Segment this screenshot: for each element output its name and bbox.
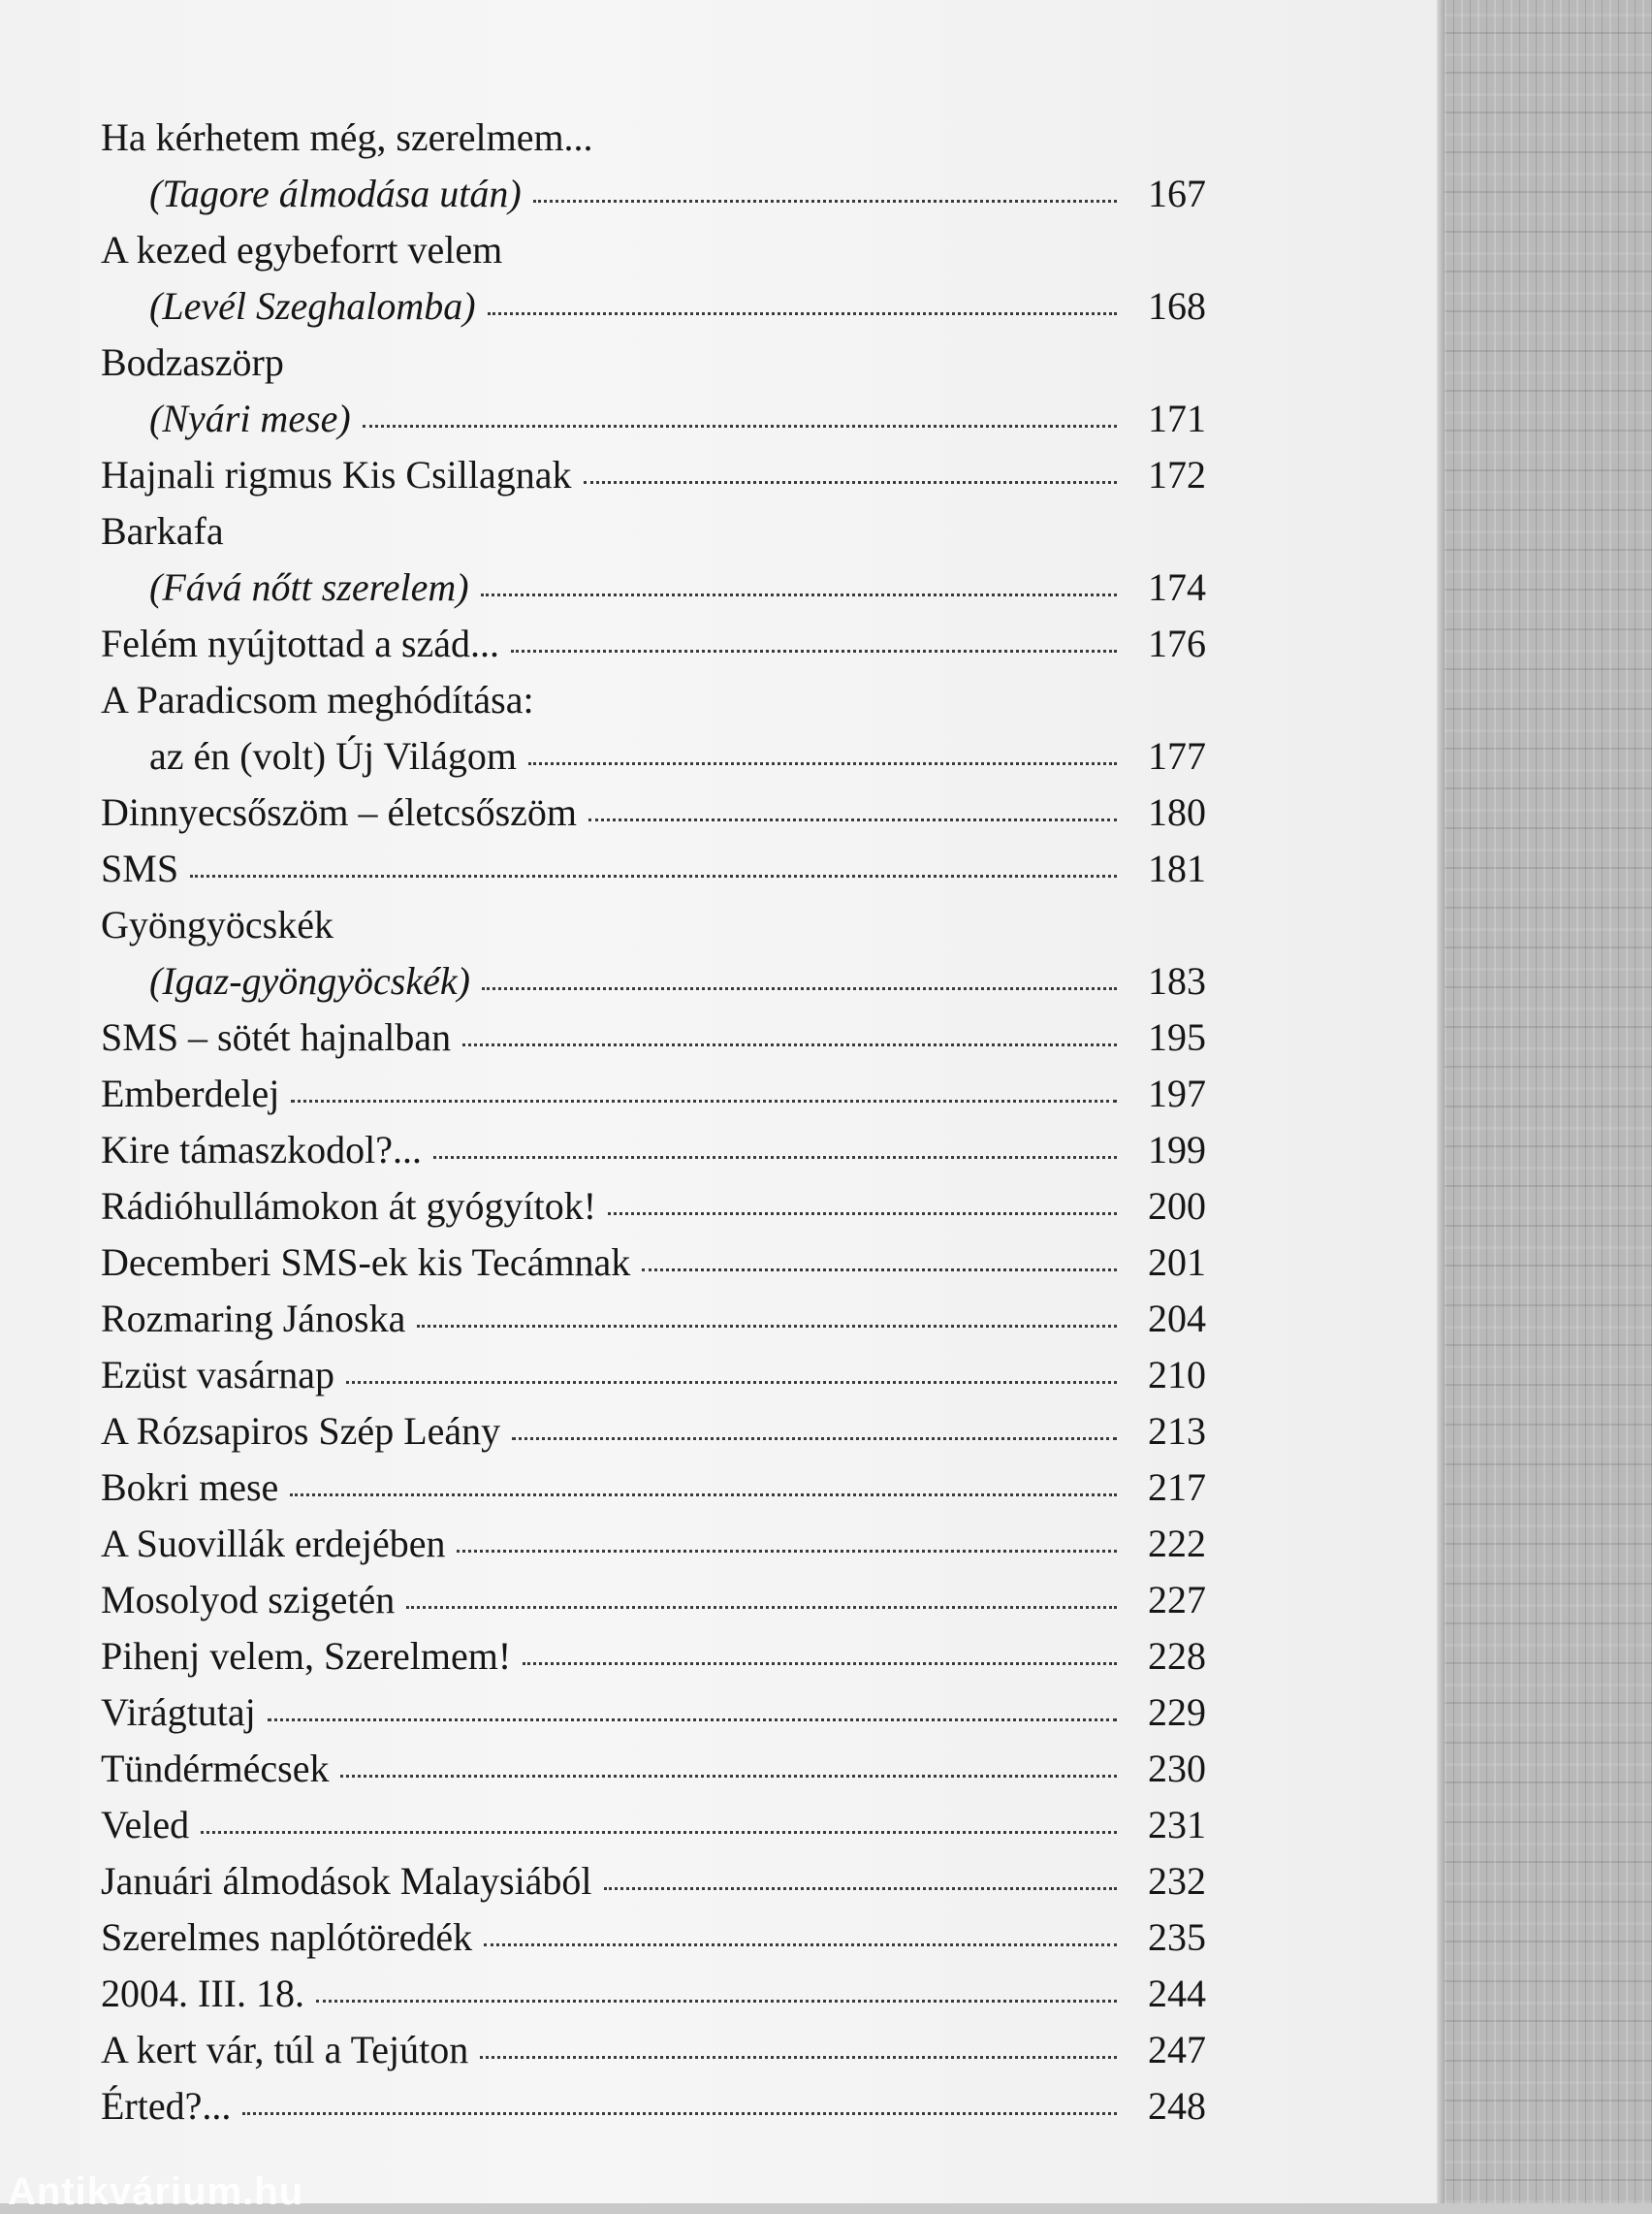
dot-leader [482, 987, 1117, 990]
toc-entry-title: Veled [101, 1803, 190, 1846]
toc-entry-title: SMS – sötét hajnalban [101, 1015, 452, 1059]
dot-leader [480, 2056, 1117, 2059]
toc-page-number: 217 [1148, 1465, 1206, 1509]
toc-entry-title: (Fává nőtt szerelem) [149, 565, 469, 609]
toc-page-number: 171 [1148, 397, 1206, 440]
toc-entry-title: (Igaz-gyöngyöcskék) [149, 959, 470, 1003]
dot-leader [433, 1156, 1117, 1159]
toc-entry-title: A Rózsapiros Szép Leány [101, 1409, 501, 1453]
toc-entry [101, 1858, 1206, 1914]
toc-entry [101, 339, 1206, 396]
dot-leader [523, 1662, 1117, 1665]
toc-page-number: 244 [1148, 1972, 1206, 2015]
toc-entry [101, 1802, 1206, 1858]
dot-leader [268, 1718, 1117, 1721]
dot-leader [346, 1381, 1117, 1384]
toc-page-number: 183 [1148, 959, 1206, 1003]
toc-entry-title: Dinnyecsőszöm – életcsőszöm [101, 790, 577, 834]
toc-entry [101, 396, 1206, 452]
dot-leader [290, 1493, 1117, 1496]
toc-entry-title: Érted?... [101, 2084, 232, 2128]
dot-leader [511, 650, 1117, 653]
toc-entry-title: Rádióhullámokon át gyógyítok! [101, 1184, 597, 1228]
toc-entry [101, 1071, 1206, 1127]
toc-entry [101, 1464, 1206, 1521]
toc-entry-title: (Nyári mese) [149, 397, 351, 440]
toc-entry [101, 1127, 1206, 1183]
toc-entry [101, 1689, 1206, 1746]
toc-entry [101, 1521, 1206, 1577]
toc-page-number: 172 [1148, 453, 1206, 497]
dot-leader [363, 425, 1117, 428]
toc-entry-title: Emberdelej [101, 1072, 280, 1115]
toc-entry-title: Bokri mese [101, 1465, 279, 1509]
toc-page-number: 247 [1148, 2028, 1206, 2071]
toc-page-number: 174 [1148, 565, 1206, 609]
toc-entry [101, 171, 1206, 227]
dot-leader [462, 1043, 1117, 1046]
toc-entry-title: Barkafa [101, 509, 224, 553]
toc-entry-title: Decemberi SMS-ek kis Tecámnak [101, 1240, 631, 1284]
toc-entry [101, 789, 1206, 846]
dot-leader [457, 1550, 1117, 1553]
toc-entry [101, 1296, 1206, 1352]
dot-leader [584, 481, 1117, 484]
toc-entry-title: Hajnali rigmus Kis Csillagnak [101, 453, 572, 497]
toc-entry [101, 564, 1206, 621]
toc-entry-title: Januári álmodások Malaysiából [101, 1859, 592, 1903]
toc-page-number: 227 [1148, 1578, 1206, 1621]
toc-entry [101, 1914, 1206, 1971]
toc-entry-title: A Paradicsom meghódítása: [101, 678, 534, 722]
toc-entry [101, 958, 1206, 1014]
dot-leader [642, 1268, 1117, 1271]
toc-page-number: 201 [1148, 1240, 1206, 1284]
dot-leader [533, 200, 1117, 203]
toc-entry [101, 733, 1206, 789]
toc-page-number: 176 [1148, 622, 1206, 665]
dot-leader [316, 2000, 1117, 2003]
toc-entry [101, 1183, 1206, 1239]
watermark: Antikvárium.hu [8, 2170, 304, 2213]
toc-page-number: 235 [1148, 1915, 1206, 1959]
toc-page-number: 177 [1148, 734, 1206, 778]
toc-page-number: 232 [1148, 1859, 1206, 1903]
toc-entry-title: Szerelmes naplótöredék [101, 1915, 473, 1959]
dot-leader [406, 1606, 1117, 1609]
toc-entry [101, 452, 1206, 508]
toc-page-number: 197 [1148, 1072, 1206, 1115]
toc-page-number: 248 [1148, 2084, 1206, 2128]
toc-page-number: 213 [1148, 1409, 1206, 1453]
toc-entry [101, 1577, 1206, 1633]
toc-entry-title: Rozmaring Jánoska [101, 1297, 406, 1340]
dot-leader [291, 1100, 1117, 1103]
toc-page-number: 222 [1148, 1522, 1206, 1565]
toc-entry-title: (Tagore álmodása után) [149, 172, 522, 215]
dot-leader [484, 1943, 1117, 1946]
dot-leader [604, 1887, 1117, 1890]
toc-entry [101, 846, 1206, 902]
toc-page-number: 181 [1148, 847, 1206, 890]
toc-page-number: 195 [1148, 1015, 1206, 1059]
toc-entry-title: Ezüst vasárnap [101, 1353, 335, 1396]
dot-leader [190, 875, 1117, 878]
dot-leader [528, 762, 1117, 765]
toc-entry [101, 1746, 1206, 1802]
toc-entry-title: Felém nyújtottad a szád... [101, 622, 500, 665]
toc-entry-title: 2004. III. 18. [101, 1972, 304, 2015]
dot-leader [417, 1325, 1117, 1328]
dot-leader [242, 2112, 1117, 2115]
toc-page-number: 230 [1148, 1747, 1206, 1790]
toc-entry-title: Tündérmécsek [101, 1747, 330, 1790]
toc-entry [101, 902, 1206, 958]
dot-leader [588, 818, 1117, 821]
dot-leader [340, 1775, 1117, 1778]
toc-entry-title: Bodzaszörp [101, 340, 284, 384]
toc-entry-title: Ha kérhetem még, szerelmem... [101, 115, 593, 159]
toc-page-number: 204 [1148, 1297, 1206, 1340]
toc-entry [101, 1239, 1206, 1296]
toc-entry-title: Virágtutaj [101, 1690, 256, 1734]
toc-entry [101, 1408, 1206, 1464]
toc-entry [101, 227, 1206, 283]
toc-entry [101, 1352, 1206, 1408]
toc-entry-title: Mosolyod szigetén [101, 1578, 396, 1621]
toc-entry-title: A kert vár, túl a Tejúton [101, 2028, 469, 2071]
toc-page-number: 229 [1148, 1690, 1206, 1734]
toc-entry-title: Gyöngyöcskék [101, 903, 334, 947]
toc-entry [101, 1971, 1206, 2027]
toc-entry-title: Pihenj velem, Szerelmem! [101, 1634, 512, 1678]
toc-entry [101, 283, 1206, 339]
toc-entry-title: SMS [101, 847, 179, 890]
toc-entry-title: A kezed egybeforrt velem [101, 228, 503, 272]
dot-leader [481, 594, 1117, 596]
table-of-contents [101, 114, 1206, 2139]
toc-page-number: 168 [1148, 284, 1206, 328]
toc-entry [101, 2083, 1206, 2139]
toc-page-number: 210 [1148, 1353, 1206, 1396]
toc-entry [101, 2027, 1206, 2083]
toc-page-number: 200 [1148, 1184, 1206, 1228]
toc-page-number: 231 [1148, 1803, 1206, 1846]
toc-entry [101, 114, 1206, 171]
toc-entry-title: az én (volt) Új Világom [149, 734, 517, 778]
toc-page-number: 228 [1148, 1634, 1206, 1678]
toc-entry [101, 508, 1206, 564]
toc-page-number: 167 [1148, 172, 1206, 215]
toc-page-number: 199 [1148, 1128, 1206, 1171]
background-surface [1445, 0, 1652, 2203]
toc-entry [101, 621, 1206, 677]
toc-page-number: 180 [1148, 790, 1206, 834]
dot-leader [608, 1212, 1117, 1215]
dot-leader [201, 1831, 1117, 1834]
dot-leader [488, 312, 1117, 315]
toc-entry-title: (Levél Szeghalomba) [149, 284, 476, 328]
toc-entry [101, 677, 1206, 733]
toc-entry-title: Kire támaszkodol?... [101, 1128, 422, 1171]
page-edge [1437, 0, 1445, 2203]
toc-entry-title: A Suovillák erdejében [101, 1522, 446, 1565]
dot-leader [512, 1437, 1117, 1440]
toc-entry [101, 1633, 1206, 1689]
toc-entry [101, 1014, 1206, 1071]
